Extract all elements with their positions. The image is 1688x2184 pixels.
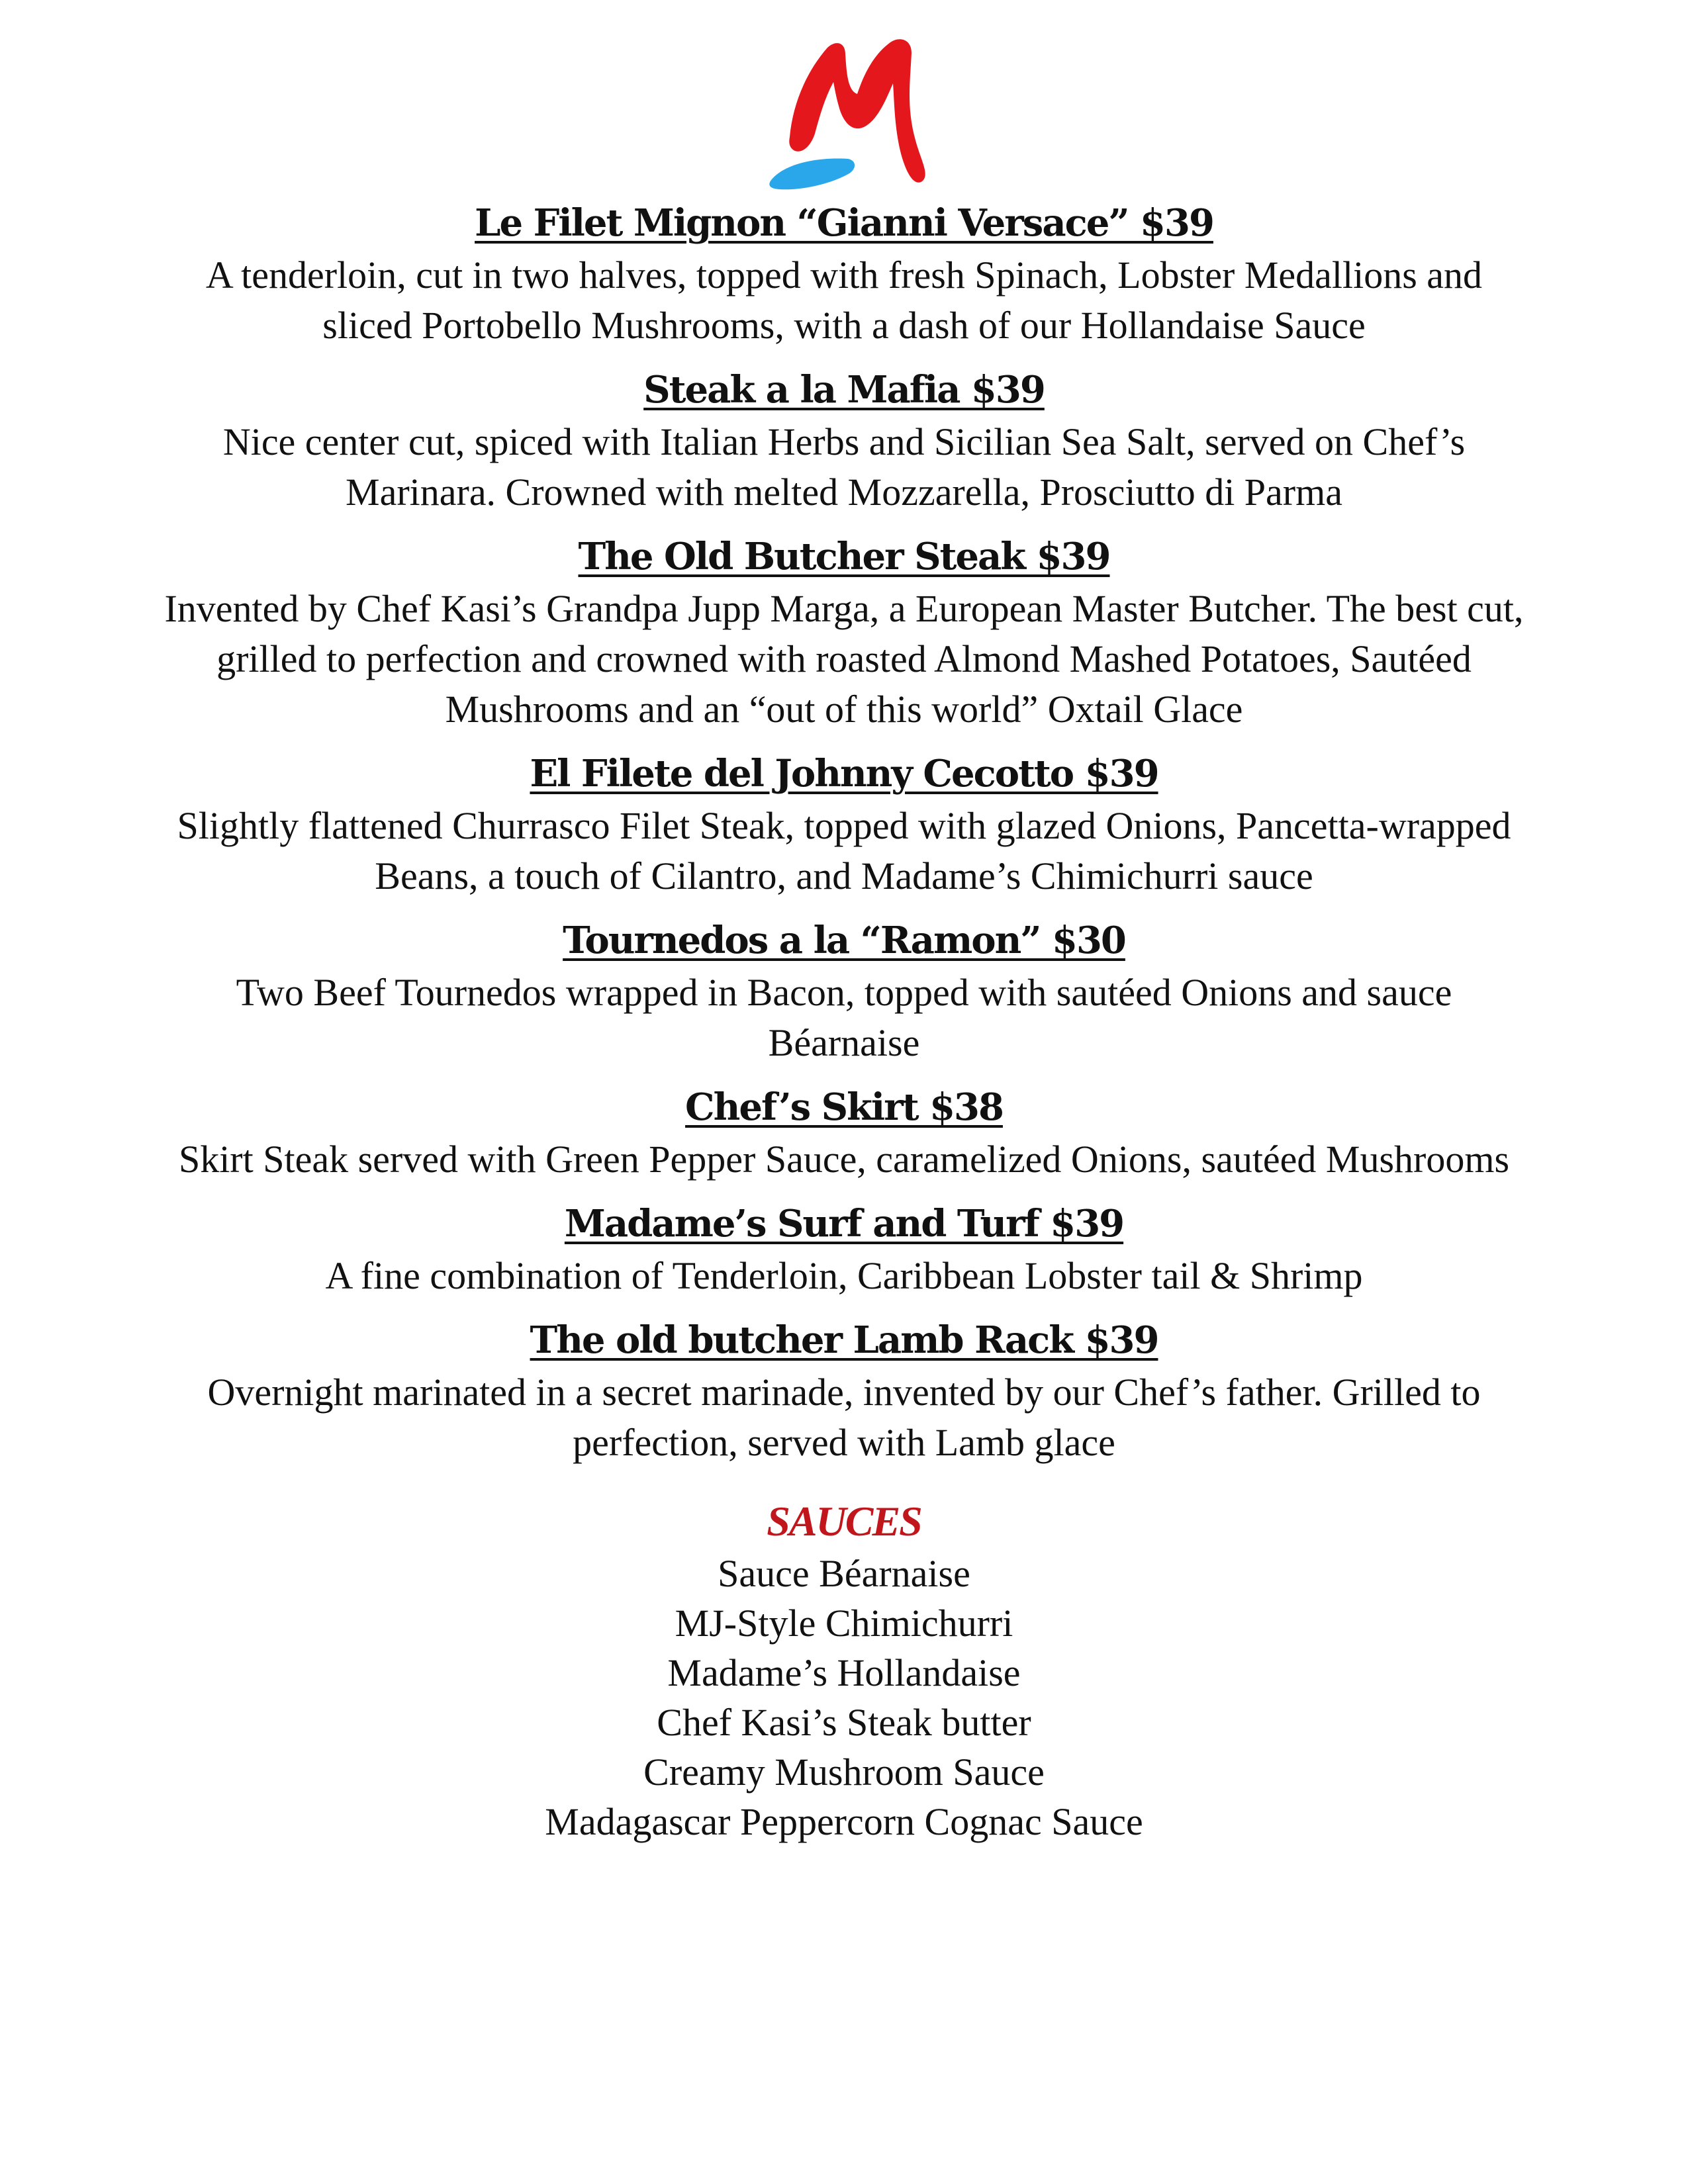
menu-item bbox=[132, 1080, 1556, 1185]
menu-item bbox=[132, 1313, 1556, 1468]
sauce-item: Sauce Béarnaise bbox=[718, 1552, 970, 1595]
sauce-item: Chef Kasi’s Steak butter bbox=[657, 1701, 1031, 1744]
menu-item bbox=[132, 913, 1556, 1068]
menu-item-title: Le Filet Mignon “Gianni Versace” $39 bbox=[475, 201, 1213, 245]
menu-item-description: Two Beef Tournedos wrapped in Bacon, topped with sautéed Onions and sauce Béarnaise bbox=[236, 971, 1452, 1064]
menu-item-description: Overnight marinated in a secret marinade, invented by our Chef’s father. Grilled to perfection, served with Lamb glace bbox=[207, 1371, 1481, 1464]
menu-item-description: Invented by Chef Kasi’s Grandpa Jupp Marga, a European Master Butcher. The best cut, grilled to perfection and crowned with roasted Almond Mashed Potatoes, Sautéed Mushrooms and an “out of this world” Oxtail Glace bbox=[164, 587, 1524, 731]
menu-item-title: Chef’s Skirt $38 bbox=[685, 1085, 1003, 1129]
menu bbox=[132, 196, 1556, 1846]
sauces-section bbox=[132, 1494, 1556, 1846]
menu-item bbox=[132, 747, 1556, 901]
sauce-item: MJ-Style Chimichurri bbox=[675, 1602, 1013, 1645]
menu-item bbox=[132, 529, 1556, 735]
logo-blue-swoosh bbox=[769, 158, 855, 189]
logo-m-stroke bbox=[789, 39, 925, 183]
menu-item-title: Steak a la Mafia $39 bbox=[643, 368, 1045, 412]
menu-item-description: Skirt Steak served with Green Pepper Sauce, caramelized Onions, sautéed Mushrooms bbox=[178, 1138, 1510, 1181]
menu-item-title: The old butcher Lamb Rack $39 bbox=[530, 1318, 1158, 1362]
menu-item-description: A tenderloin, cut in two halves, topped with fresh Spinach, Lobster Medallions and sliced Portobello Mushrooms, with a dash of our Hollandaise Sauce bbox=[205, 253, 1483, 347]
sauces-heading: SAUCES bbox=[767, 1498, 921, 1545]
menu-item-description: Nice center cut, spiced with Italian Herbs and Sicilian Sea Salt, served on Chef’s Marinara. Crowned with melted Mozzarella, Prosciutto di Parma bbox=[222, 420, 1466, 514]
sauce-item: Creamy Mushroom Sauce bbox=[643, 1751, 1045, 1794]
brand-logo bbox=[765, 28, 943, 193]
menu-item-title: Tournedos a la “Ramon” $30 bbox=[563, 919, 1125, 962]
menu-item-title: Madame’s Surf and Turf $39 bbox=[564, 1202, 1124, 1246]
menu-item bbox=[132, 1197, 1556, 1301]
menu-item-title: El Filete del Johnny Cecotto $39 bbox=[530, 752, 1158, 796]
menu-item-description: A fine combination of Tenderloin, Caribbean Lobster tail & Shrimp bbox=[325, 1254, 1363, 1297]
menu-item-title: The Old Butcher Steak $39 bbox=[578, 535, 1110, 578]
menu-item-description: Slightly flattened Churrasco Filet Steak, topped with glazed Onions, Pancetta-wrapped Beans, a touch of Cilantro, and Madame’s Chimichurri sauce bbox=[177, 804, 1511, 897]
sauce-item: Madame’s Hollandaise bbox=[667, 1651, 1021, 1694]
sauce-list bbox=[132, 1549, 1556, 1846]
menu-item bbox=[132, 196, 1556, 351]
menu-item bbox=[132, 363, 1556, 518]
sauce-item: Madagascar Peppercorn Cognac Sauce bbox=[545, 1800, 1143, 1843]
